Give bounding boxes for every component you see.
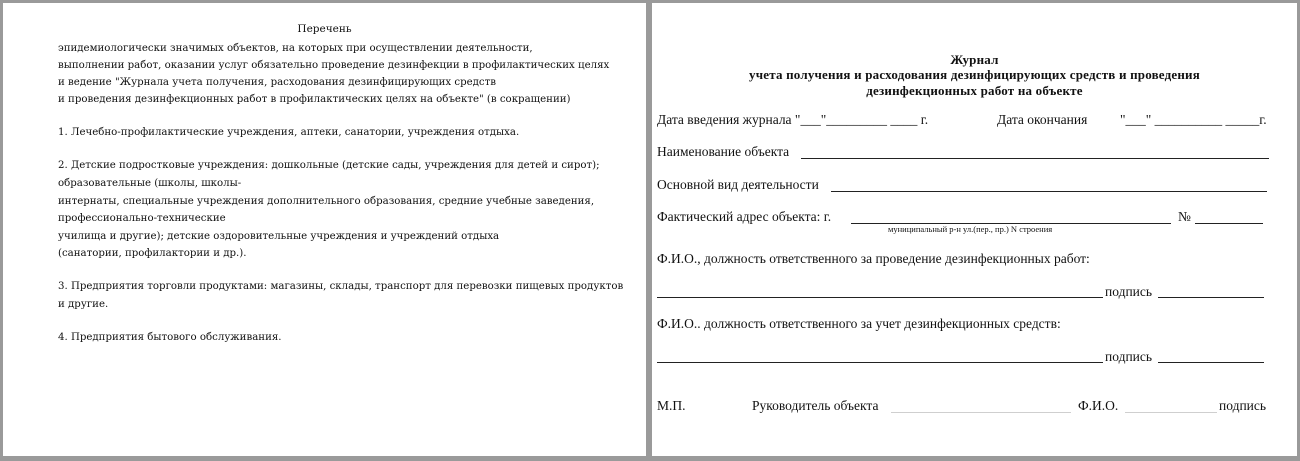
- list-intro-line-2: выполнении работ, оказании услуг обязательно проведение дезинфекции в профилактических целях: [58, 60, 610, 71]
- signature-field-1: [1158, 297, 1264, 298]
- list-item-2-line-1: 2. Детские подростковые учреждения: дошкольные (детские сады, учреждения для детей и сирот);: [58, 160, 600, 171]
- journal-title: Журнал: [950, 52, 999, 67]
- list-item-2-line-2: образовательные (школы, школы-: [58, 178, 242, 189]
- list-item-2-line-5: училища и другие); детские оздоровительные учреждения и учреждений отдыха: [58, 231, 500, 242]
- list-item-4: 4. Предприятия бытового обслуживания.: [58, 332, 282, 343]
- list-item-3-line-2: и другие.: [58, 299, 109, 310]
- list-intro-line-3: и ведение "Журнала учета получения, расходования дезинфицирующих средств: [58, 77, 496, 88]
- address-label: Фактический адрес объекта: г.: [657, 209, 832, 224]
- address-hint: муниципальный р-н ул.(пер., пр.) N строения: [888, 224, 1053, 234]
- end-date-label: Дата окончания: [997, 112, 1088, 127]
- fio-field: [1125, 412, 1217, 413]
- signature-field-2: [1158, 362, 1264, 363]
- list-item-3-line-1: 3. Предприятия торговли продуктами: магазины, склады, транспорт для перевозки пищевых продуктов: [58, 281, 624, 292]
- activity-label: Основной вид деятельности: [657, 177, 819, 192]
- right-page: [652, 3, 1297, 456]
- accounting-person-label: Ф.И.О.. должность ответственного за учет дезинфекционных средств:: [657, 316, 1061, 331]
- list-intro-line-1: эпидемиологически значимых объектов, на которых при осуществлении деятельности,: [58, 43, 533, 54]
- stamp-label: М.П.: [657, 398, 686, 413]
- head-signature-field: [891, 412, 1071, 413]
- list-title: Перечень: [297, 23, 352, 35]
- address-number-field: [1195, 223, 1263, 224]
- start-date-label: Дата введения журнала "___"_________ ____ г.: [657, 112, 929, 127]
- list-item-2-line-4: профессионально-технические: [58, 213, 226, 224]
- signature-label-3: подпись: [1219, 398, 1267, 413]
- head-label: Руководитель объекта: [752, 398, 879, 413]
- signature-label-2: подпись: [1105, 349, 1153, 364]
- journal-subtitle-line-2: дезинфекционных работ на объекте: [866, 83, 1083, 98]
- address-number-label: №: [1178, 209, 1191, 224]
- disinfection-person-label: Ф.И.О., должность ответственного за проведение дезинфекционных работ:: [657, 251, 1090, 266]
- accounting-person-field: [657, 362, 1103, 363]
- end-date-field: "___" __________ _____г.: [1120, 112, 1267, 127]
- object-name-field: [801, 158, 1269, 159]
- activity-field: [831, 191, 1267, 192]
- journal-subtitle-line-1: учета получения и расходования дезинфицирующих средств и проведения: [749, 67, 1200, 82]
- disinfection-person-field: [657, 297, 1103, 298]
- list-intro-line-4: и проведения дезинфекционных работ в профилактических целях на объекте" (в сокращении): [58, 94, 571, 105]
- left-page: [3, 3, 646, 456]
- fio-label: Ф.И.О.: [1078, 398, 1119, 413]
- object-name-label: Наименование объекта: [657, 144, 790, 159]
- signature-label-1: подпись: [1105, 284, 1153, 299]
- list-item-1: 1. Лечебно-профилактические учреждения, аптеки, санатории, учреждения отдыха.: [58, 127, 520, 138]
- list-item-2-line-6: (санатории, профилактории и др.).: [58, 248, 247, 259]
- list-item-2-line-3: интернаты, специальные учреждения дополнительного образования, средние учебные заведения,: [58, 196, 595, 207]
